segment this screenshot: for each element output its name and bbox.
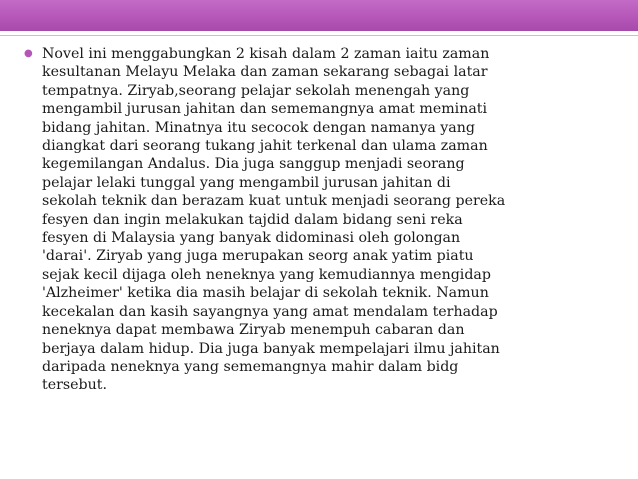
bullet-item: [24, 45, 616, 395]
slide-content: [24, 45, 616, 395]
header-accent-line: [0, 35, 638, 36]
bullet-text: Novel ini menggabungkan 2 kisah dalam 2 zaman iaitu zaman kesultanan Melayu Melaka dan zaman sekarang sebagai latar tempatnya. Ziryab,seorang pelajar sekolah menengah yang mengambil jurusan jahitan dan sememangnya amat meminati bidang jahitan. Minatnya itu secocok dengan namanya yang diangkat dari seorang tukang jahit terkenal dan ulama zaman kegemilangan Andalus. Dia juga sanggup menjadi seorang pelajar lelaki tunggal yang mengambil jurusan jahitan di sekolah teknik dan berazam kuat untuk menjadi seorang pereka fesyen dan ingin melakukan tajdid dalam bidang seni reka fesyen di Malaysia yang banyak didominasi oleh golongan 'darai'. Ziryab yang juga merupakan seorg anak yatim piatu sejak kecil dijaga oleh neneknya yang kemudiannya mengidap 'Alzheimer' ketika dia masih belajar di sekolah teknik. Namun kecekalan dan kasih sayangnya yang amat mendalam terhadap neneknya dapat membawa Ziryab menempuh cabaran dan berjaya dalam hidup. Dia juga banyak mempelajari ilmu jahitan daripada neneknya yang sememangnya mahir dalam bidg tersebut.: [42, 46, 506, 394]
slide-header-bar: [0, 0, 638, 31]
bullet-dot-icon: ●: [24, 48, 33, 59]
